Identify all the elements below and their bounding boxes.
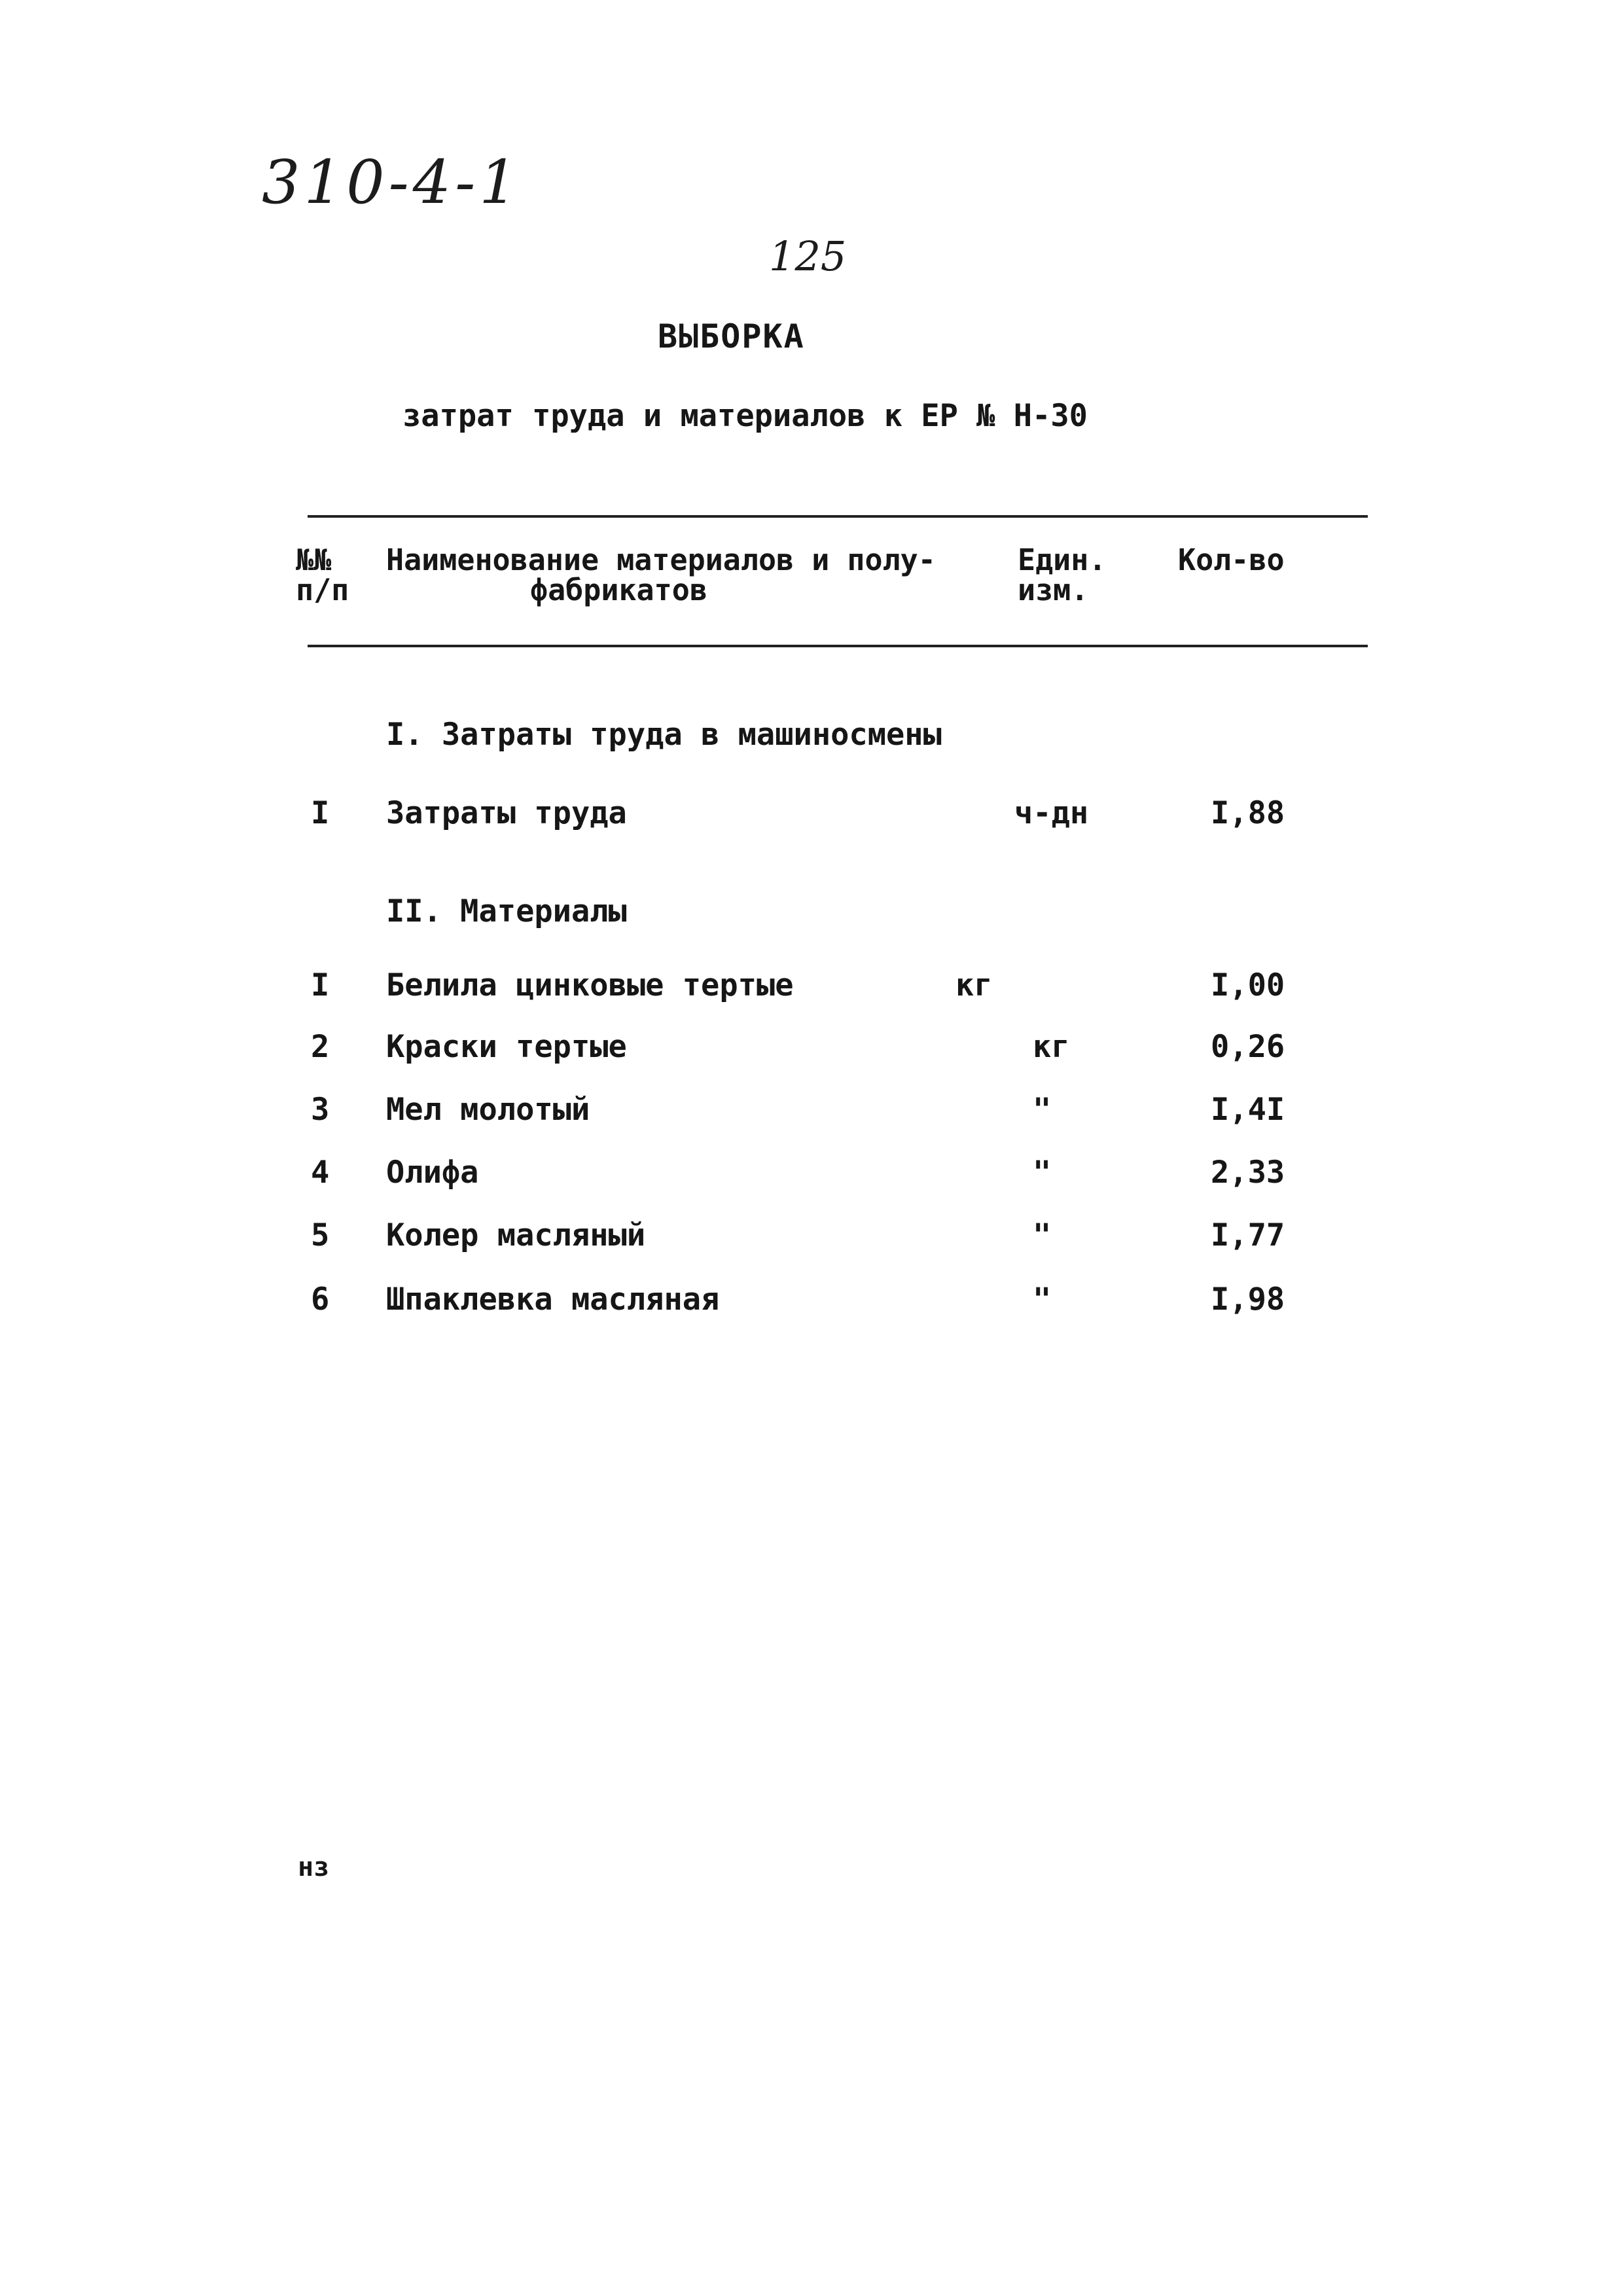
header-unit-column [1018,545,1106,605]
material-row-3-unit: " [1033,1092,1052,1128]
material-row-4-number: 4 [311,1155,330,1191]
header-top-rule [308,515,1368,518]
material-row-6-quantity: I,98 [1211,1282,1285,1318]
material-row-5-number: 5 [311,1217,330,1253]
material-row-5-unit: " [1033,1217,1052,1253]
header-number-column [296,545,349,605]
document-code-handwritten: 310-4-1 [262,147,522,217]
material-row-6-unit: " [1033,1282,1052,1318]
header-name-line-2: фабрикатов [530,573,707,607]
material-row-3-name: Мел молотый [386,1092,590,1128]
header-name-column [386,545,936,605]
material-row-2-number: 2 [311,1029,330,1065]
material-row-6-number: 6 [311,1282,330,1318]
labor-row-number: I [311,795,330,831]
section-labor-title: I. Затраты труда в машиносмены [386,717,942,753]
material-row-4-unit: " [1033,1155,1052,1191]
material-row-1-number: I [311,967,330,1003]
labor-row-unit: ч-дн [1014,795,1089,831]
material-row-2-quantity: 0,26 [1211,1029,1285,1065]
section-materials-title: II. Материалы [386,893,627,929]
material-row-4-name: Олифа [386,1155,479,1191]
material-row-2-unit: кг [1033,1029,1070,1065]
material-row-2-name: Краски тертые [386,1029,627,1065]
header-bottom-rule [308,645,1368,647]
material-row-3-number: 3 [311,1092,330,1128]
material-row-4-quantity: 2,33 [1211,1155,1285,1191]
material-row-5-quantity: I,77 [1211,1217,1285,1253]
material-row-1-name: Белила цинковые тертые [386,967,794,1003]
labor-row-quantity: I,88 [1211,795,1285,831]
header-unit-line-2: изм. [1018,573,1089,607]
material-row-1-quantity: I,00 [1211,967,1285,1003]
material-row-6-name: Шпаклевка масляная [386,1282,720,1318]
header-name-line-1: Наименование материалов и полу- [386,543,936,577]
header-number-line-1: №№ [296,543,332,577]
document-title: ВЫБОРКА [658,317,805,355]
material-row-5-name: Колер масляный [386,1217,646,1253]
labor-row-name: Затраты труда [386,795,627,831]
document-subtitle: затрат труда и материалов к ЕР № Н-30 [402,398,1088,434]
header-number-line-2: п/п [296,573,349,607]
header-quantity-column: Кол-во [1178,543,1285,577]
page-number-handwritten: 125 [769,232,847,280]
material-row-1-unit: кг [955,967,993,1003]
material-row-3-quantity: I,4I [1211,1092,1285,1128]
header-unit-line-1: Един. [1018,543,1107,577]
footer-mark: нз [298,1852,330,1882]
